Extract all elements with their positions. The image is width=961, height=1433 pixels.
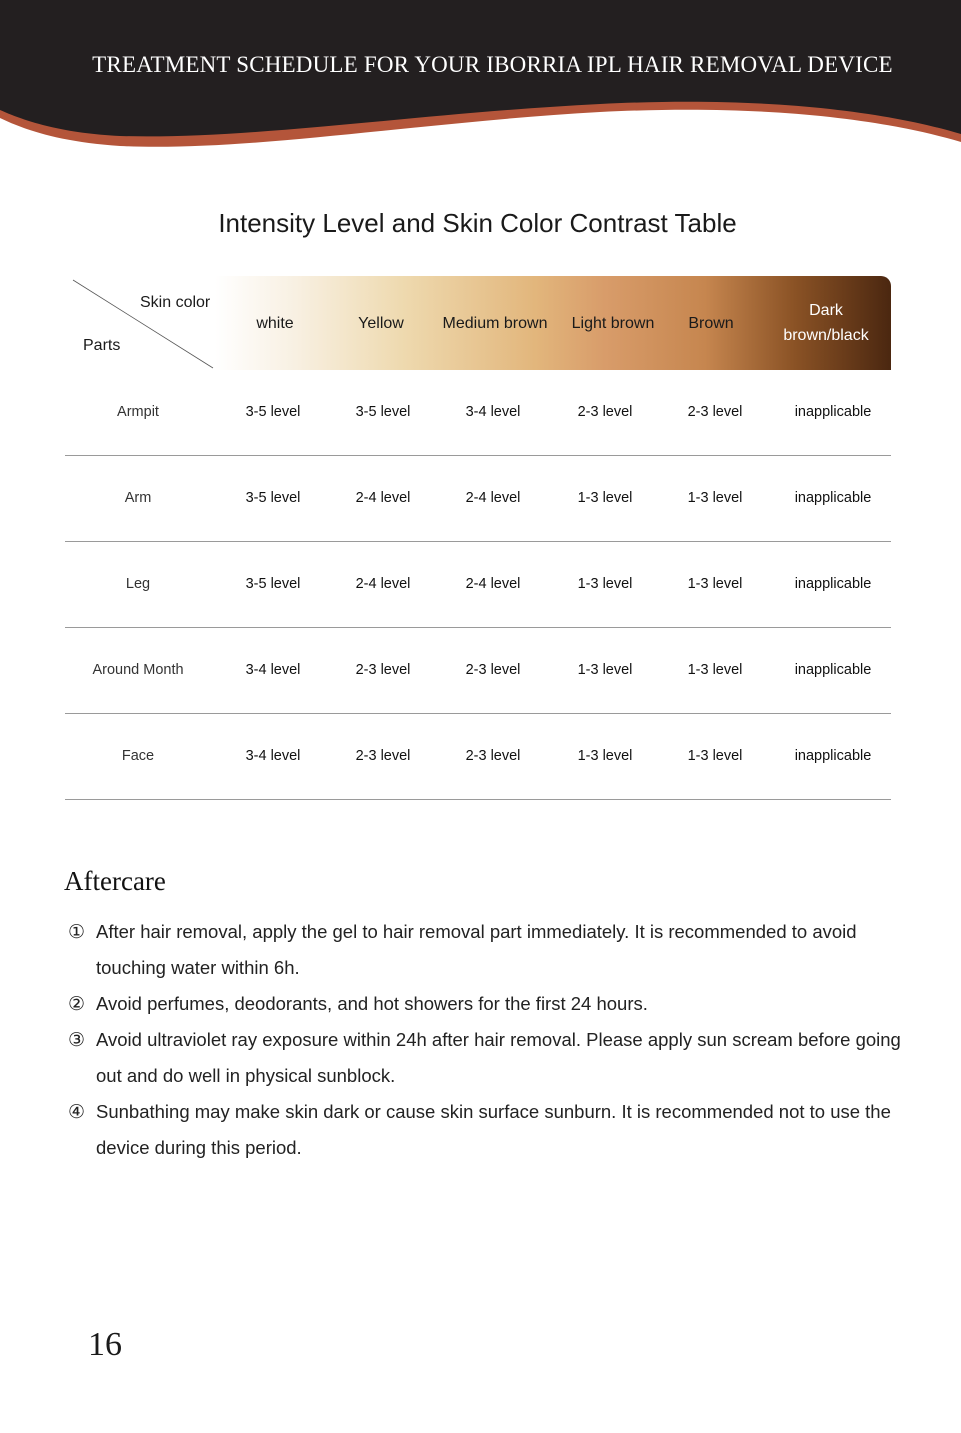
aftercare-item-number: ④ xyxy=(68,1101,86,1123)
aftercare-item-text: Avoid perfumes, deodorants, and hot showers for the first 24 hours. xyxy=(96,993,648,1014)
aftercare-item-number: ① xyxy=(68,921,86,943)
column-header-medium-brown: Medium brown xyxy=(442,314,548,332)
column-header-brown: Brown xyxy=(688,314,734,332)
table-cell: inapplicable xyxy=(794,490,872,506)
table-cell: 2-4 level xyxy=(355,490,411,506)
row-part-label: Armpit xyxy=(117,404,159,420)
table-cell: 2-3 level xyxy=(355,662,411,678)
table-cell: inapplicable xyxy=(794,748,872,764)
table-cell: 1-3 level xyxy=(577,662,633,678)
header-title: TREATMENT SCHEDULE FOR YOUR IBORRIA IPL HAIR REMOVAL DEVICE xyxy=(92,52,893,77)
table-cell: inapplicable xyxy=(794,576,872,592)
table-cell: 2-4 level xyxy=(465,576,521,592)
aftercare-item xyxy=(68,1094,918,1166)
table-cell: inapplicable xyxy=(794,404,872,420)
table-cell: 2-3 level xyxy=(465,748,521,764)
aftercare-item xyxy=(68,986,918,1022)
row-part-label: Arm xyxy=(124,490,152,506)
table-title: Intensity Level and Skin Color Contrast Table xyxy=(218,208,737,238)
column-header-white: white xyxy=(256,314,294,332)
header-band xyxy=(0,0,961,160)
aftercare-item-text: After hair removal, apply the gel to hair removal part immediately. It is recommended to avoid touching water within 6h. xyxy=(96,921,857,978)
table-cell: inapplicable xyxy=(794,662,872,678)
row-part-label: Around Month xyxy=(92,662,184,678)
aftercare-item-number: ③ xyxy=(68,1029,86,1051)
column-header-dark-brown-black: Dark brown/black xyxy=(783,302,869,344)
table-cell: 2-3 level xyxy=(577,404,633,420)
intensity-table xyxy=(65,276,891,800)
row-part-label: Face xyxy=(121,748,155,764)
table-row-around-month xyxy=(65,628,891,714)
table-cell: 2-3 level xyxy=(355,748,411,764)
table-cell: 2-3 level xyxy=(687,404,743,420)
table-cell: 3-5 level xyxy=(355,404,411,420)
table-cell: 3-4 level xyxy=(465,404,521,420)
table-corner-cell xyxy=(65,276,215,370)
table-cell: 1-3 level xyxy=(687,662,743,678)
table-row-leg xyxy=(65,542,891,628)
table-cell: 3-4 level xyxy=(245,662,301,678)
corner-diagonal-line xyxy=(65,276,215,370)
table-cell: 3-5 level xyxy=(245,404,301,420)
aftercare-list xyxy=(68,914,918,1166)
aftercare-item xyxy=(68,914,918,986)
page-number: 16 xyxy=(88,1326,122,1363)
table-row-armpit xyxy=(65,370,891,456)
table-cell: 2-4 level xyxy=(355,576,411,592)
column-header-light-brown: Light brown xyxy=(571,314,655,332)
corner-label-skin-color: Skin color xyxy=(140,294,211,311)
aftercare-heading: Aftercare xyxy=(64,866,166,896)
table-cell: 3-4 level xyxy=(245,748,301,764)
row-part-label: Leg xyxy=(125,576,151,592)
aftercare-item-text: Avoid ultraviolet ray exposure within 24h after hair removal. Please apply sun scream before going out and do well in physical sunblock. xyxy=(96,1029,901,1086)
table-cell: 1-3 level xyxy=(687,748,743,764)
table-cell: 1-3 level xyxy=(687,490,743,506)
corner-label-parts: Parts xyxy=(83,337,121,354)
table-cell: 1-3 level xyxy=(577,576,633,592)
aftercare-item-number: ② xyxy=(68,993,86,1015)
column-header-yellow: Yellow xyxy=(358,314,404,332)
table-cell: 2-3 level xyxy=(465,662,521,678)
aftercare-item xyxy=(68,1022,918,1094)
aftercare-item-text: Sunbathing may make skin dark or cause skin surface sunburn. It is recommended not to use the device during this period. xyxy=(96,1101,891,1158)
table-cell: 3-5 level xyxy=(245,490,301,506)
table-cell: 2-4 level xyxy=(465,490,521,506)
table-row-face xyxy=(65,714,891,800)
table-cell: 3-5 level xyxy=(245,576,301,592)
table-row-arm xyxy=(65,456,891,542)
table-cell: 1-3 level xyxy=(577,748,633,764)
table-header xyxy=(65,276,891,370)
table-cell: 1-3 level xyxy=(687,576,743,592)
table-cell: 1-3 level xyxy=(577,490,633,506)
